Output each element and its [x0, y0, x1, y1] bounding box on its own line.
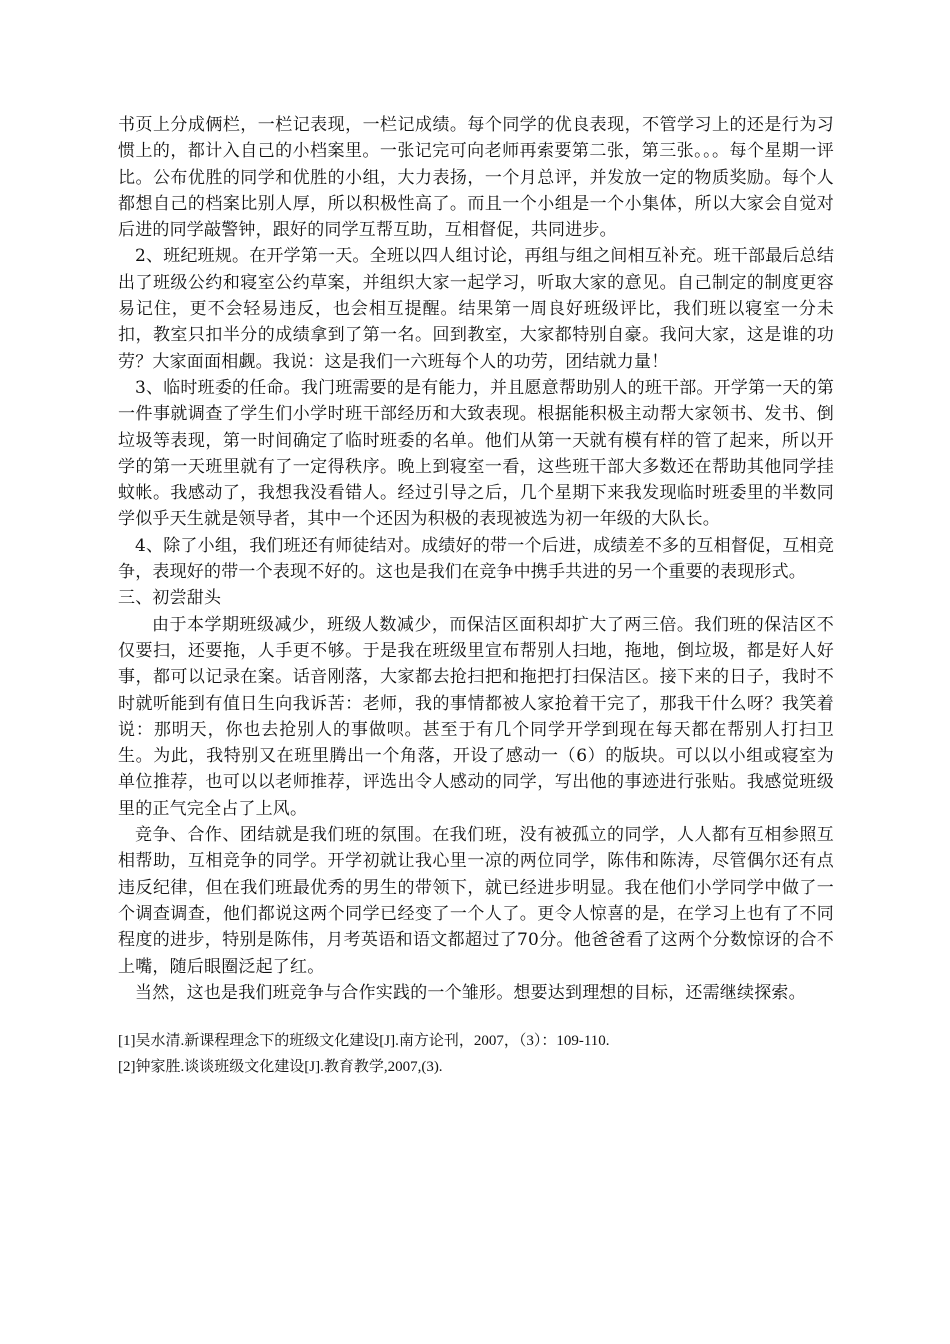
paragraph-conclusion: 当然，这也是我们班竞争与合作实践的一个雏形。想要达到理想的目标，还需继续探索。: [135, 982, 806, 1003]
article-body: [118, 112, 834, 1006]
paragraph-cleaning-area: 由于本学期班级减少，班级人数减少，而保洁区面积却扩大了两三倍。我们班的保洁区不仅要扫，还要拖，人手更不够。于是我在班级里宣布帮别人扫地，拖地，倒垃圾，都是好人好事，都可以记录在案。话音刚落，大家都去抢扫把和拖把打扫保洁区。接下来的日子，我时不时就听能到有值日生向我诉苦：老师，我的事情都被人家抢着干完了，那我干什么呀？我笑着说：那明天，你也去抢别人的事做呗。甚至于有几个同学开学到现在每天都在帮别人打扫卫生。为此，我特别又在班里腾出一个角落，开设了感动一（6）的版块。可以以小组或寝室为单位推荐，也可以以老师推荐，评选出令人感动的同学，写出他的事迹进行张贴。我感觉班级里的正气完全占了上风。: [118, 614, 834, 819]
paragraph-archive-record: 书页上分成俩栏，一栏记表现，一栏记成绩。每个同学的优良表现，不管学习上的还是行为习惯上的，都计入自己的小档案里。一张记完可向老师再索要第二张，第三张。。。每个星期一评比。公布优胜的同学和优胜的小组，大力表扬，一个月总评，并发放一定的物质奖励。每个人都想自己的档案比别人厚，所以积极性高了。而且一个小组是一个小集体，所以大家会自觉对后进的同学敲警钟，跟好的同学互帮互助，互相督促，共同进步。: [118, 115, 834, 241]
references: [118, 1028, 834, 1080]
paragraph-class-atmosphere: 竞争、合作、团结就是我们班的氛围。在我们班，没有被孤立的同学，人人都有互相参照互相帮助，互相竞争的同学。开学初就让我心里一凉的两位同学，陈伟和陈涛，尽管偶尔还有点违反纪律，但在我们班最优秀的男生的带领下，就已经进步明显。我在他们小学同学中做了一个调查调查，他们都说这两个同学已经变了一个人了。更令人惊喜的是，在学习上也有了不同程度的进步，特别是陈伟，月考英语和语文都超过了70分。他爸爸看了这两个分数惊讶的合不上嘴，随后眼圈泛起了红。: [118, 825, 834, 977]
section-heading-first-taste: 三、初尝甜头: [118, 588, 222, 609]
reference-item: [1]吴水清.新课程理念下的班级文化建设[J].南方论刊，2007，（3）：109-110.: [118, 1033, 610, 1050]
paragraph-temporary-committee: 3、临时班委的任命。我门班需要的是有能力，并且愿意帮助别人的班干部。开学第一天的第一件事就调查了学生们小学时班干部经历和大致表现。根据能积极主动帮大家领书、发书、倒垃圾等表现，第一时间确定了临时班委的名单。他们从第一天就有模有样的管了起来，所以开学的第一天班里就有了一定得秩序。晚上到寝室一看，这些班干部大多数还在帮助其他同学挂蚊帐。我感动了，我想我没看错人。经过引导之后，几个星期下来我发现临时班委里的半数同学似乎天生就是领导者，其中一个还因为积极的表现被选为初一年级的大队长。: [118, 377, 835, 530]
document-page: [118, 112, 834, 1080]
reference-item: [2]钟家胜.谈谈班级文化建设[J].教育教学,2007,(3).: [118, 1059, 443, 1076]
paragraph-mentor-pairs: 4、除了小组，我们班还有师徒结对。成绩好的带一个后进，成绩差不多的互相督促，互相竞争，表现好的带一个表现不好的。这也是我们在竞争中携手共进的另一个重要的表现形式。: [118, 535, 835, 583]
paragraph-class-rules: 2、班纪班规。在开学第一天。全班以四人组讨论，再组与组之间相互补充。班干部最后总结出了班级公约和寝室公约草案，并组织大家一起学习，听取大家的意见。自己制定的制度更容易记住，更不会轻易违反，也会相互提醒。结果第一周良好班级评比，我们班以寝室一分未扣，教室只扣半分的成绩拿到了第一名。回到教室，大家都特别自豪。我问大家，这是谁的功劳？大家面面相觑。我说：这是我们一六班每个人的功劳，团结就力量！: [118, 246, 835, 372]
